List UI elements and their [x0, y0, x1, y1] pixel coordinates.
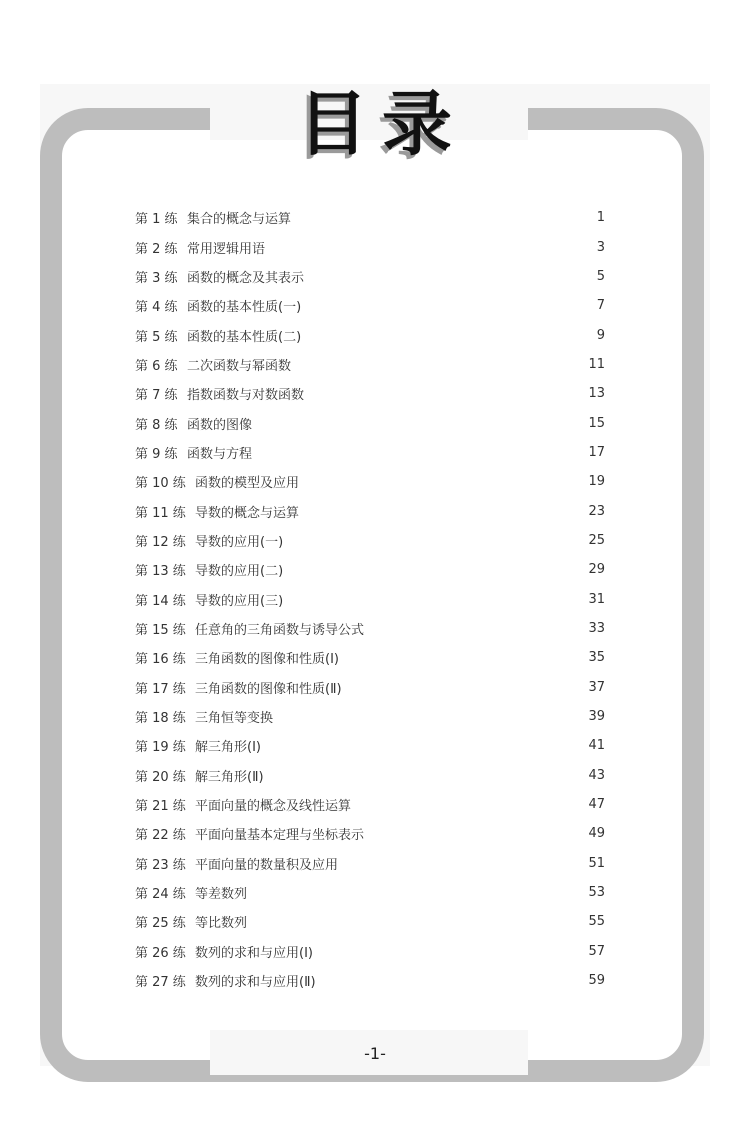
toc-entry[interactable] — [135, 731, 605, 760]
toc-entry-number: 第 26 练 — [135, 945, 186, 961]
toc-entry-page: 51 — [588, 855, 605, 871]
toc-entry-page: 29 — [588, 562, 605, 578]
toc-entry-title: 集合的概念与运算 — [187, 212, 292, 228]
page-title — [280, 78, 470, 165]
toc-entry[interactable] — [135, 408, 605, 437]
toc-entry-page: 53 — [588, 885, 605, 901]
toc-entry-page: 35 — [588, 650, 605, 666]
toc-entry[interactable] — [135, 291, 605, 320]
toc-entry-page: 3 — [596, 239, 605, 255]
toc-entry-number: 第 8 练 — [135, 417, 178, 433]
toc-entry-number: 第 27 练 — [135, 975, 186, 991]
toc-entry-page: 25 — [588, 532, 605, 548]
toc-entry[interactable] — [135, 232, 605, 261]
toc-entry-title: 平面向量的数量积及应用 — [195, 857, 339, 873]
toc-entry-page: 13 — [588, 386, 605, 402]
toc-entry-title: 函数的基本性质(二) — [187, 329, 302, 345]
toc-entry-number: 第 7 练 — [135, 388, 178, 404]
toc-entry-page: 11 — [588, 356, 605, 372]
toc-entry-title: 导数的应用(一) — [195, 534, 284, 550]
toc-entry-number: 第 11 练 — [135, 505, 186, 521]
toc-entry-number: 第 3 练 — [135, 270, 178, 286]
page-number: -1- — [364, 1044, 386, 1063]
toc-entry-page: 9 — [596, 327, 605, 343]
toc-entry-title: 解三角形(Ⅱ) — [195, 769, 264, 785]
toc-entry-number: 第 17 练 — [135, 681, 186, 697]
toc-entry-number: 第 18 练 — [135, 711, 186, 727]
toc-entry-page: 59 — [588, 973, 605, 989]
toc-entry-title: 函数的图像 — [187, 417, 253, 433]
toc-entry-title: 常用逻辑用语 — [187, 241, 266, 257]
toc-entry[interactable] — [135, 555, 605, 584]
toc-entry[interactable] — [135, 496, 605, 525]
toc-entry-title: 数列的求和与应用(Ⅱ) — [195, 975, 316, 991]
toc-entry-number: 第 6 练 — [135, 358, 178, 374]
toc-entry-page: 37 — [588, 679, 605, 695]
table-of-contents — [135, 203, 605, 995]
toc-entry-page: 47 — [588, 797, 605, 813]
toc-entry[interactable] — [135, 878, 605, 907]
toc-entry-number: 第 10 练 — [135, 476, 186, 492]
toc-entry-title: 导数的应用(三) — [195, 593, 284, 609]
toc-entry-number: 第 4 练 — [135, 300, 178, 316]
toc-entry-title: 任意角的三角函数与诱导公式 — [195, 622, 365, 638]
toc-entry-page: 49 — [588, 826, 605, 842]
toc-entry-page: 1 — [596, 210, 605, 226]
toc-entry-number: 第 2 练 — [135, 241, 178, 257]
toc-entry-title: 函数与方程 — [187, 446, 253, 462]
toc-entry-page: 23 — [588, 503, 605, 519]
toc-entry[interactable] — [135, 467, 605, 496]
toc-entry[interactable] — [135, 203, 605, 232]
toc-entry-page: 31 — [588, 591, 605, 607]
toc-entry-title: 导数的应用(二) — [195, 564, 284, 580]
toc-entry[interactable] — [135, 526, 605, 555]
toc-entry[interactable] — [135, 966, 605, 995]
toc-entry-number: 第 16 练 — [135, 652, 186, 668]
toc-entry[interactable] — [135, 790, 605, 819]
toc-entry[interactable] — [135, 702, 605, 731]
toc-entry-title: 导数的概念与运算 — [195, 505, 300, 521]
toc-entry[interactable] — [135, 761, 605, 790]
toc-entry-page: 57 — [588, 943, 605, 959]
toc-entry-page: 7 — [596, 298, 605, 314]
toc-entry[interactable] — [135, 262, 605, 291]
toc-entry-page: 55 — [588, 914, 605, 930]
toc-entry[interactable] — [135, 350, 605, 379]
toc-entry-number: 第 19 练 — [135, 740, 186, 756]
toc-entry-number: 第 5 练 — [135, 329, 178, 345]
toc-entry-title: 函数的模型及应用 — [195, 476, 300, 492]
toc-entry-title: 函数的概念及其表示 — [187, 270, 305, 286]
toc-entry-number: 第 9 练 — [135, 446, 178, 462]
toc-entry[interactable] — [135, 438, 605, 467]
toc-entry-number: 第 13 练 — [135, 564, 186, 580]
toc-entry-title: 二次函数与幂函数 — [187, 358, 292, 374]
title-char-1: 目 — [298, 82, 368, 165]
title-char-2: 录 — [382, 82, 452, 165]
toc-entry-number: 第 23 练 — [135, 857, 186, 873]
toc-entry-page: 33 — [588, 620, 605, 636]
toc-entry-title: 等比数列 — [195, 916, 248, 932]
toc-entry[interactable] — [135, 849, 605, 878]
toc-entry-number: 第 1 练 — [135, 212, 178, 228]
toc-entry-page: 41 — [588, 738, 605, 754]
toc-entry-page: 43 — [588, 767, 605, 783]
toc-entry-number: 第 14 练 — [135, 593, 186, 609]
toc-entry-number: 第 24 练 — [135, 887, 186, 903]
toc-entry[interactable] — [135, 907, 605, 936]
toc-entry-title: 三角函数的图像和性质(Ⅱ) — [195, 681, 342, 697]
toc-entry[interactable] — [135, 614, 605, 643]
toc-entry-page: 15 — [588, 415, 605, 431]
toc-entry-number: 第 25 练 — [135, 916, 186, 932]
toc-entry[interactable] — [135, 673, 605, 702]
toc-entry-title: 三角恒等变换 — [195, 711, 274, 727]
toc-entry-page: 5 — [596, 268, 605, 284]
toc-entry-number: 第 20 练 — [135, 769, 186, 785]
toc-entry-page: 19 — [588, 474, 605, 490]
toc-entry-page: 39 — [588, 709, 605, 725]
toc-entry[interactable] — [135, 584, 605, 613]
toc-entry-title: 指数函数与对数函数 — [187, 388, 305, 404]
toc-entry[interactable] — [135, 379, 605, 408]
toc-entry-title: 三角函数的图像和性质(Ⅰ) — [195, 652, 339, 668]
toc-entry-number: 第 22 练 — [135, 828, 186, 844]
toc-entry[interactable] — [135, 643, 605, 672]
toc-entry-number: 第 12 练 — [135, 534, 186, 550]
toc-entry[interactable] — [135, 320, 605, 349]
toc-entry-title: 等差数列 — [195, 887, 248, 903]
toc-entry-title: 平面向量基本定理与坐标表示 — [195, 828, 365, 844]
toc-entry-number: 第 21 练 — [135, 799, 186, 815]
toc-entry-title: 函数的基本性质(一) — [187, 300, 302, 316]
toc-entry-number: 第 15 练 — [135, 622, 186, 638]
toc-entry-page: 17 — [588, 444, 605, 460]
toc-entry-title: 解三角形(Ⅰ) — [195, 740, 261, 756]
toc-entry[interactable] — [135, 937, 605, 966]
toc-entry-title: 数列的求和与应用(Ⅰ) — [195, 945, 313, 961]
toc-entry[interactable] — [135, 819, 605, 848]
toc-entry-title: 平面向量的概念及线性运算 — [195, 799, 352, 815]
